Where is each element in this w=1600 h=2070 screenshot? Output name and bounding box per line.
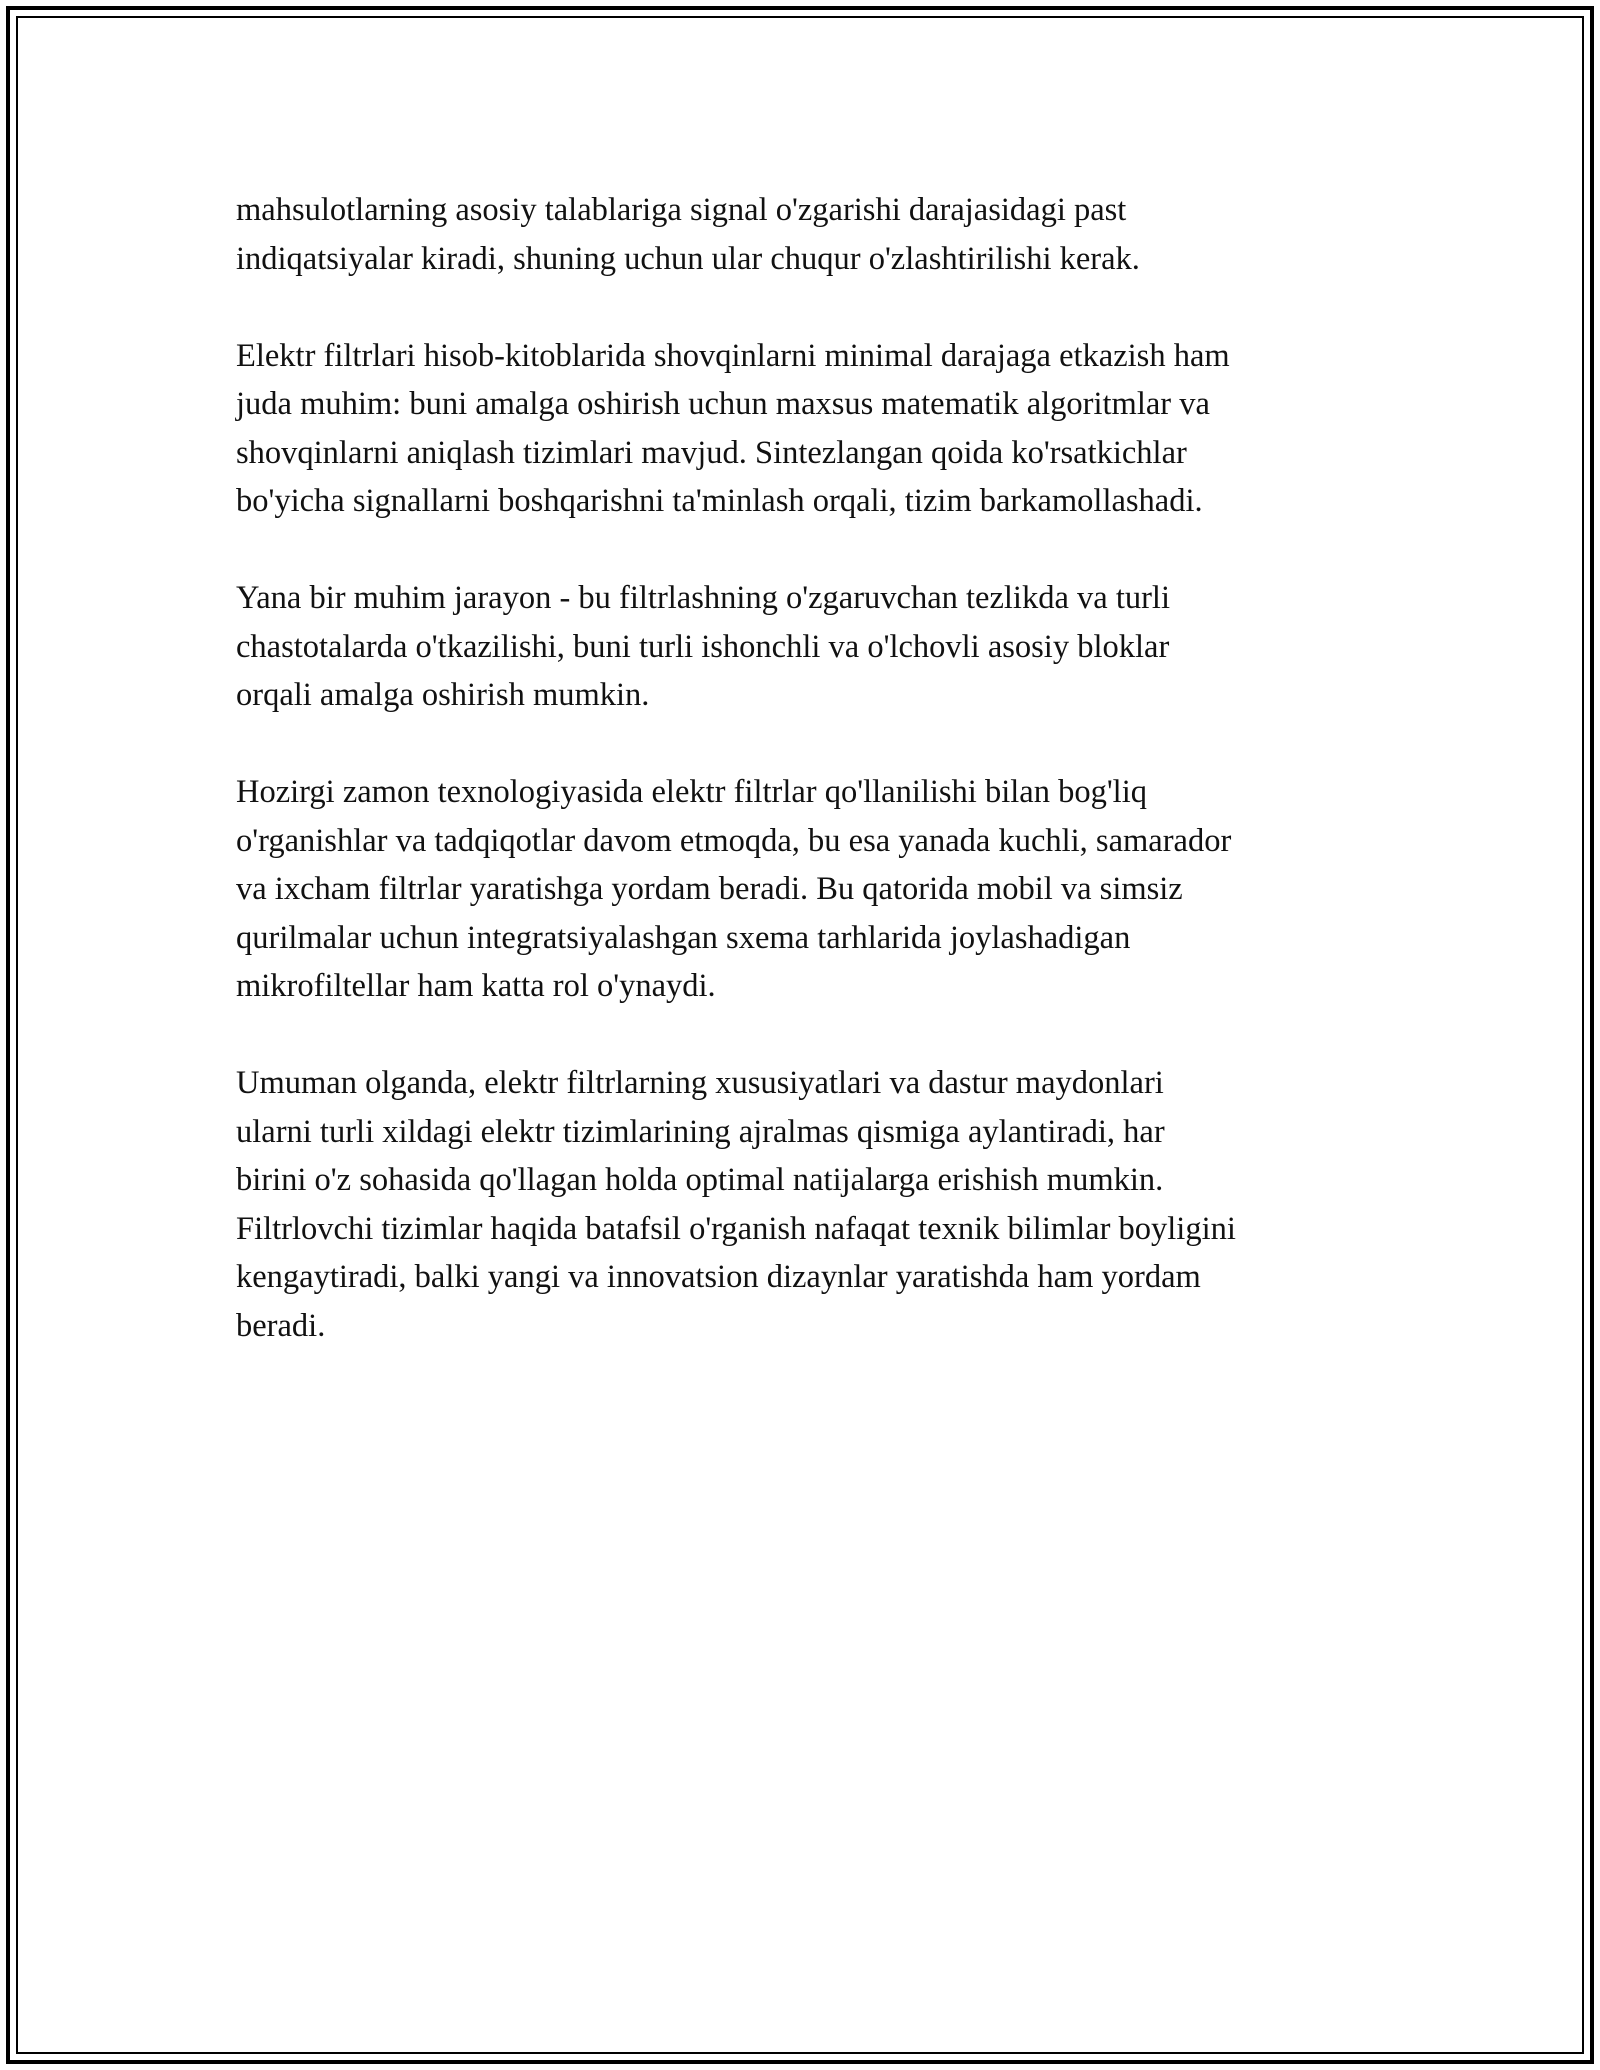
document-body [236,186,1386,1399]
paragraph-3: Yana bir muhim jarayon - bu filtrlashning o'zgaruvchan tezlikda va turli chastotalarda o'tkazilishi, buni turli ishonchli va o'lchovli asosiy bloklar orqali amalga oshirish mumkin. [236,580,1170,713]
paragraph-5: Umuman olganda, elektr filtrlarning xususiyatlari va dastur maydonlari ularni turli xildagi elektr tizimlarining ajralmas qismiga aylantiradi, har birini o'z sohasida qo'llagan holda optimal natijalarga erishish mumkin. Filtrlovchi tizimlar haqida batafsil o'rganish nafaqat texnik bilimlar boyligini kengaytiradi, balki yangi va innovatsion dizaynlar yaratishda ham yordam beradi. [236,1065,1236,1344]
paragraph-4: Hozirgi zamon texnologiyasida elektr filtrlar qo'llanilishi bilan bog'liq o'rganishlar va tadqiqotlar davom etmoqda, bu esa yanada kuchli, samarador va ixcham filtrlar yaratishga yordam beradi. Bu qatorida mobil va simsiz qurilmalar uchun integratsiyalashgan sxema tarhlarida joylashadigan mikrofiltellar ham katta rol o'ynaydi. [236,774,1232,1004]
paragraph-1: mahsulotlarning asosiy talablariga signal o'zgarishi darajasidagi past indiqatsiyalar kiradi, shuning uchun ular chuqur o'zlashtirilishi kerak. [236,192,1140,277]
paragraph-2: Elektr filtrlari hisob-kitoblarida shovqinlarni minimal darajaga etkazish ham juda muhim: buni amalga oshirish uchun maxsus matematik algoritmlar va shovqinlarni aniqlash tizimlari mavjud. Sintezlangan qoida ko'rsatkichlar bo'yicha signallarni boshqarishni ta'minlash orqali, tizim barkamollashadi. [236,337,1230,519]
